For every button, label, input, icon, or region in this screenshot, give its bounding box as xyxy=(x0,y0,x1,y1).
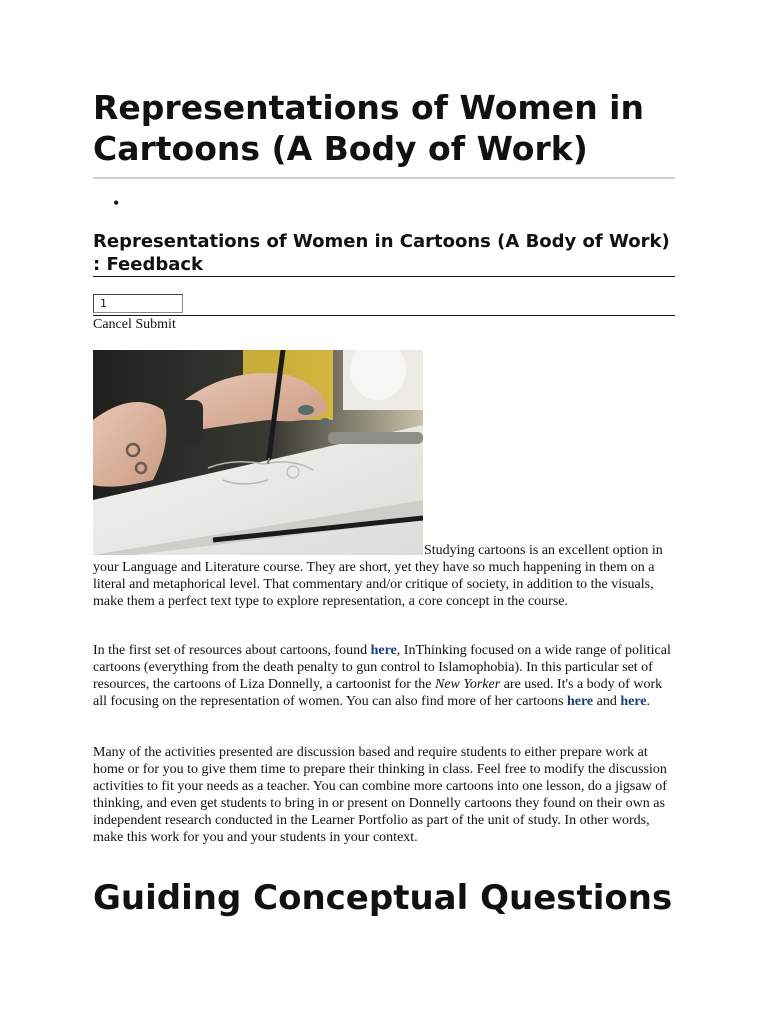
submit-button[interactable]: Submit xyxy=(135,317,176,332)
title-divider xyxy=(93,177,675,179)
cancel-button[interactable]: Cancel xyxy=(93,317,132,332)
feedback-heading: Representations of Women in Cartoons (A Body of Work) : Feedback xyxy=(93,231,670,275)
feedback-rating-input[interactable] xyxy=(93,294,183,313)
intro-paragraph: Studying cartoons is an excellent option in your Language and Literature course. They are short, yet they have so much happening in them on a literal and metaphorical level. That commentary and/or critique of society, in addition to the visuals, make them a perfect text type to explore representation, a core concept in the course. xyxy=(93,543,663,609)
resources-paragraph: In the first set of resources about cartoons, found here, InThinking focused on a wide range of political cartoons (everything from the death penalty to gun control to Islamophobia). In this particular set of resources, the cartoons of Liza Donnelly, a cartoonist for the New Yorker are used. It's a body of work all focusing on the representation of women. You can also find more of her cartoons here and here. xyxy=(93,643,671,709)
feedback-input-divider xyxy=(93,315,675,316)
drawing-hands-illustration xyxy=(93,350,423,555)
resources-link-here[interactable]: here xyxy=(370,643,397,658)
activities-paragraph: Many of the activities presented are discussion based and require students to either prepare work at home or for you to give them time to prepare their thinking in class. Feel free to modify the discussion activities to fit your needs as a teacher. You can combine more cartoons into one lesson, do a jigsaw of thinking, and even get students to bring in or present on Donnelly cartoons they found on their own as independent research conducted in the Learner Portfolio as part of the unit of study. In other words, make this work for you and your students in your context. xyxy=(93,745,667,845)
cartoonist-drawing-photo xyxy=(93,350,423,555)
bullet-point: • xyxy=(113,193,120,213)
page-title: Representations of Women in Cartoons (A Body of Work) xyxy=(93,88,644,168)
cartoons-link-here-1[interactable]: here xyxy=(566,694,594,709)
feedback-actions xyxy=(93,316,176,334)
feedback-heading-divider xyxy=(93,276,675,277)
cartoons-link-here-2[interactable]: here xyxy=(620,694,647,709)
guiding-questions-heading: Guiding Conceptual Questions xyxy=(93,878,673,918)
